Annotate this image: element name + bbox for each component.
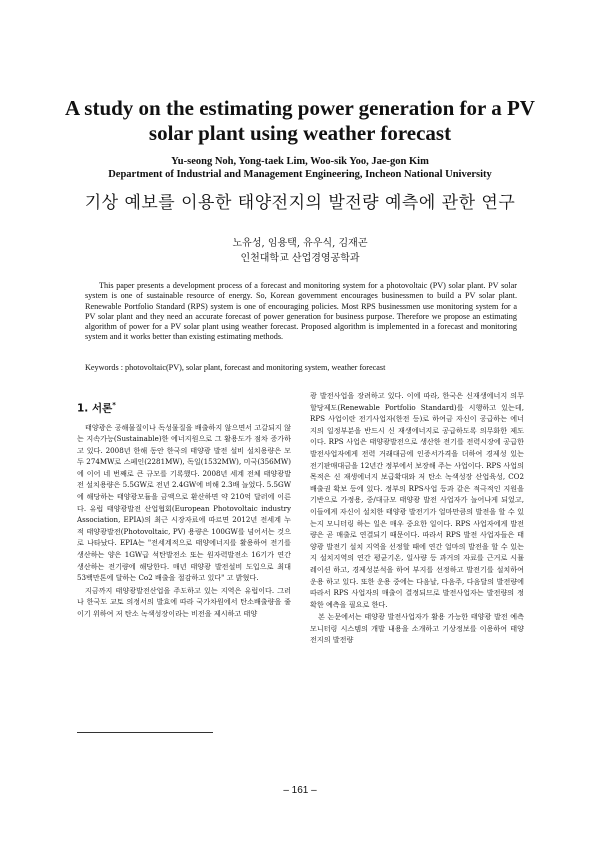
paper-title-english: A study on the estimating power generation for a PV solar plant using weather forecast bbox=[65, 96, 535, 145]
body-column-left bbox=[77, 398, 291, 621]
author-block-english bbox=[40, 155, 560, 181]
paragraph: 본 논문에서는 태양광 발전사업자가 활용 가능한 태양광 발전 예측 모니터링 시스템의 개발 내용을 소개하고 기상정보를 이용하여 태양전지의 발전량 bbox=[310, 612, 524, 645]
keywords-line: Keywords : photovoltaic(PV), solar plant, forecast and monitoring system, weather forecast bbox=[85, 363, 386, 372]
abstract bbox=[85, 281, 517, 343]
section-heading-introduction bbox=[77, 398, 291, 416]
affiliation-korean: 인천대학교 산업경영공학과 bbox=[240, 253, 360, 264]
paragraph: 지금까지 태양광발전산업을 주도하고 있는 지역은 유럽이다. 그러나 한국도 교토 의정서의 발효에 따라 국가차원에서 탄소배출량을 줄이기 위하여 저 탄소 녹색성장이라는 비전을 제시하고 태양 bbox=[77, 585, 291, 618]
paragraph: 광 발전사업을 장려하고 있다. 이에 따라, 한국은 신재생에너지 의무할당제도(Renewable Portfolio Standard)를 시행하고 있는데, RPS 사업이란 전기사업자(한전 등)로 하여금 자신이 공급하는 에너지의 일정부분을 반드시 신 재생에너지로 공급하도록 의무화한 제도이다. RPS 사업은 태양광발전으로 생산한 전기를 전력시장에 공급한 발전사업자에게 전력 거래대금에 인증서가격을 더하여 경제성 있는 전기판매대금을 12년간 정부에서 보장해 주는 사업이다. RPS 사업의 목적은 신 재생에너지 보급확대와 저 탄소 녹색성장 산업육성, CO2 배출권 확보 등에 있다. 정부의 RPS사업 등과 같은 적극적인 지원을 기반으로 가정용, 중/대규모 태양광 발전 사업자가 늘어나게 되었고, 이들에게 자신이 설치한 태양광 발전기가 얼마만큼의 발전을 할 수 있는지 모니터링 하는 일은 매우 중요한 일이다. RPS 사업자에게 발전량은 곧 매출로 연결되기 때문이다. 따라서 RPS 발전 사업자들은 태양광 발전기 설치 지역을 선정할 때에 연간 얼마의 발전을 할 수 있는지 설치지역의 연간 평균기온, 일사량 등 과거의 자료를 근거로 시뮬레이션 하고, 경제성분석을 하여 부지를 선정하고 발전기를 설치하여 운용 하고 있다. 또한 운용 중에는 다음날, 다음주, 다음달의 발전량에 따라서 RPS 사업자의 매출이 결정되므로 발전사업자는 발전량의 정확한 예측을 필요로 한다. bbox=[310, 391, 524, 609]
paragraph: 태양광은 공해물질이나 독성물질을 배출하지 않으면서 고갈되지 않는 지속가능(Sustainable)한 에너지원으로 그 활용도가 점차 증가하고 있다. 2008년 한해 동안 한국의 태양광 발전 설비 설치용량은 모두 274MW로 스페인(2281MW), 독일(1532MW), 미국(356MW)에 이어 네 번째로 큰 규모를 기록했다. 2008년 세계 전체 태양광발전 설치용량은 5.5GW로 전년 2.4GW에 비해 2.3배 늘었다. 5.5GW에 해당하는 태양광모듈을 금액으로 환산하면 약 210억 달러에 이른다. 유럽 태양광발전 산업협회(European Photovoltaic industry Association, EPIA)의 최근 시장자료에 따르면 2012년 전세계 누적 태양광발전(Photovoltaic, PV) 용량은 100GW를 넘어서는 것으로 나타났다. EPIA는 "전세계적으로 태양에너지를 활용하여 전기를 생산하는 양은 1GW급 석탄발전소 또는 원자력발전소 16기가 연간 생산하는 전기량에 해당한다. 매년 태양광 발전설비 도입으로 최대 53백만톤에 달하는 Co2 배출을 절감하고 있다" 고 밝혔다. bbox=[77, 422, 291, 583]
abstract-text: This paper presents a development process of a forecast and monitoring system for a photovoltaic (PV) solar plant. PV solar system is one of sustainable resource of energy. So, Korean government encourages businessmen to build a PV solar plant. Renewable Portfolio Standard (RPS) system is one of encouraging policies. Most RPS businessmen use monitoring system for a PV solar plant and they need an accurate forecast of power generation for business purpose. Therefore we propose an estimating algorithm of power for a PV solar plant using weather forecast. Proposed algorithm is implemented in a forecast and monitoring system and it works better than existing estimating methods. bbox=[85, 281, 517, 342]
author-names-english: Yu-seong Noh, Yong-taek Lim, Woo-sik Yoo, Jae-gon Kim bbox=[171, 156, 429, 167]
author-block-korean bbox=[60, 236, 540, 266]
paper-title-korean: 기상 예보를 이용한 태양전지의 발전량 예측에 관한 연구 bbox=[84, 193, 516, 213]
page-number: – 161 – bbox=[283, 785, 317, 796]
body-column-right bbox=[310, 390, 524, 647]
author-names-korean: 노유성, 임용택, 유우식, 김재곤 bbox=[232, 238, 368, 249]
footnote-marker: * bbox=[112, 401, 116, 409]
section-heading-text: 1. 서론 bbox=[77, 402, 113, 415]
affiliation-english: Department of Industrial and Management Engineering, Incheon National University bbox=[108, 169, 492, 180]
footnote-divider bbox=[77, 732, 213, 733]
